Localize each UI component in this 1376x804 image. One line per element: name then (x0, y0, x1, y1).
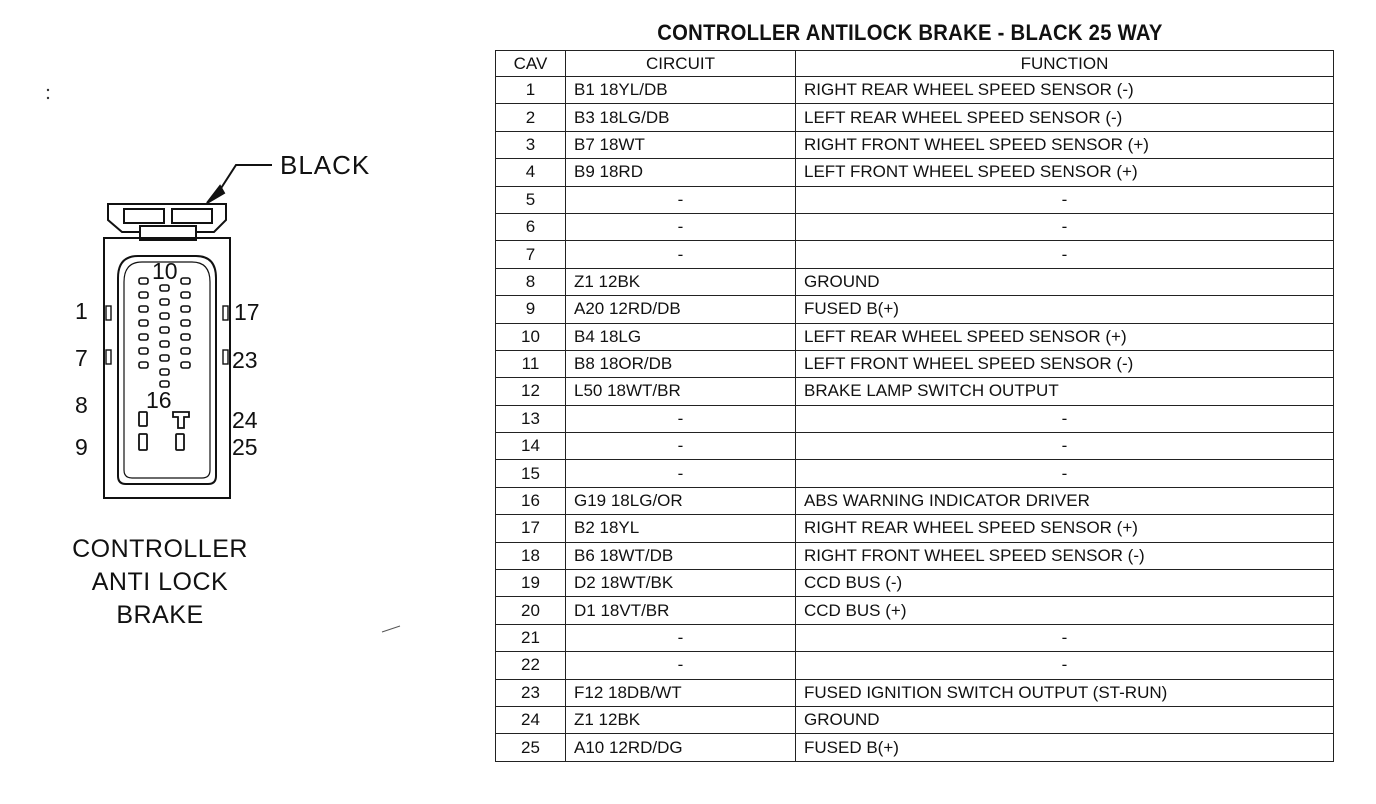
function-cell: LEFT FRONT WHEEL SPEED SENSOR (-) (796, 350, 1334, 377)
cav-cell: 4 (496, 159, 566, 186)
pin-label-17: 17 (234, 299, 260, 325)
cav-cell: 15 (496, 460, 566, 487)
table-row (496, 323, 1334, 350)
cav-cell: 17 (496, 515, 566, 542)
table-row (496, 186, 1334, 213)
pin-label-1: 1 (75, 298, 88, 324)
table-row (496, 159, 1334, 186)
circuit-cell: A10 12RD/DG (566, 734, 796, 761)
pinout-table (495, 50, 1334, 762)
cav-cell: 21 (496, 624, 566, 651)
table-header-row (496, 51, 1334, 77)
function-cell: - (796, 213, 1334, 240)
function-cell: - (796, 624, 1334, 651)
cav-cell: 1 (496, 77, 566, 104)
cav-cell: 10 (496, 323, 566, 350)
function-cell: GROUND (796, 268, 1334, 295)
function-cell: - (796, 460, 1334, 487)
table-row (496, 652, 1334, 679)
header-circuit: CIRCUIT (566, 51, 796, 77)
function-cell: LEFT REAR WHEEL SPEED SENSOR (-) (796, 104, 1334, 131)
cav-cell: 18 (496, 542, 566, 569)
table-body (496, 77, 1334, 762)
circuit-cell: - (566, 460, 796, 487)
circuit-cell: - (566, 652, 796, 679)
circuit-cell: Z1 12BK (566, 706, 796, 733)
circuit-cell: Z1 12BK (566, 268, 796, 295)
header-cav: CAV (496, 51, 566, 77)
power-terminals (139, 412, 189, 450)
function-cell: FUSED IGNITION SWITCH OUTPUT (ST-RUN) (796, 679, 1334, 706)
function-cell: - (796, 186, 1334, 213)
connector-name (40, 533, 280, 632)
function-cell: - (796, 241, 1334, 268)
function-cell: ABS WARNING INDICATOR DRIVER (796, 487, 1334, 514)
circuit-cell: B4 18LG (566, 323, 796, 350)
circuit-cell: B6 18WT/DB (566, 542, 796, 569)
table-row (496, 131, 1334, 158)
circuit-cell: F12 18DB/WT (566, 679, 796, 706)
cav-cell: 20 (496, 597, 566, 624)
header-function: FUNCTION (796, 51, 1334, 77)
function-cell: - (796, 405, 1334, 432)
circuit-cell: B8 18OR/DB (566, 350, 796, 377)
function-cell: GROUND (796, 706, 1334, 733)
table-title: CONTROLLER ANTILOCK BRAKE - BLACK 25 WAY (657, 20, 1163, 45)
cav-cell: 6 (496, 213, 566, 240)
circuit-cell: - (566, 186, 796, 213)
pin-label-16: 16 (146, 387, 172, 413)
function-cell: LEFT FRONT WHEEL SPEED SENSOR (+) (796, 159, 1334, 186)
function-cell: CCD BUS (+) (796, 597, 1334, 624)
pin-label-23: 23 (232, 347, 258, 373)
pin-label-9: 9 (75, 434, 88, 460)
cav-cell: 13 (496, 405, 566, 432)
function-cell: BRAKE LAMP SWITCH OUTPUT (796, 378, 1334, 405)
circuit-cell: L50 18WT/BR (566, 378, 796, 405)
cav-cell: 24 (496, 706, 566, 733)
pin-label-8: 8 (75, 392, 88, 418)
cav-cell: 16 (496, 487, 566, 514)
function-cell: FUSED B(+) (796, 734, 1334, 761)
table-row (496, 433, 1334, 460)
circuit-cell: B2 18YL (566, 515, 796, 542)
connector-name-line-2: ANTI LOCK (91, 568, 229, 596)
table-row (496, 624, 1334, 651)
table-row (496, 405, 1334, 432)
table-row (496, 570, 1334, 597)
cav-cell: 25 (496, 734, 566, 761)
table-row (496, 241, 1334, 268)
table-row (496, 734, 1334, 761)
table-row (496, 706, 1334, 733)
cav-cell: 3 (496, 131, 566, 158)
pin-label-7: 7 (75, 345, 88, 371)
table-row (496, 296, 1334, 323)
connector-outline (0, 0, 480, 804)
terminal-cavities (139, 278, 190, 387)
circuit-cell: D1 18VT/BR (566, 597, 796, 624)
cav-cell: 2 (496, 104, 566, 131)
function-cell: - (796, 652, 1334, 679)
function-cell: RIGHT FRONT WHEEL SPEED SENSOR (-) (796, 542, 1334, 569)
cav-cell: 7 (496, 241, 566, 268)
cav-cell: 11 (496, 350, 566, 377)
circuit-cell: G19 18LG/OR (566, 487, 796, 514)
circuit-cell: B1 18YL/DB (566, 77, 796, 104)
table-row (496, 213, 1334, 240)
circuit-cell: - (566, 433, 796, 460)
cav-cell: 22 (496, 652, 566, 679)
function-cell: - (796, 433, 1334, 460)
cav-cell: 5 (496, 186, 566, 213)
function-cell: CCD BUS (-) (796, 570, 1334, 597)
circuit-cell: - (566, 241, 796, 268)
connector-color-label: BLACK (280, 150, 371, 180)
connector-name-line-3: BRAKE (116, 601, 204, 629)
circuit-cell: - (566, 624, 796, 651)
table-row (496, 542, 1334, 569)
table-row (496, 597, 1334, 624)
table-row (496, 350, 1334, 377)
circuit-cell: - (566, 405, 796, 432)
cav-cell: 14 (496, 433, 566, 460)
connector-diagram (0, 0, 480, 804)
circuit-cell: A20 12RD/DB (566, 296, 796, 323)
circuit-cell: D2 18WT/BK (566, 570, 796, 597)
color-leader-line (216, 165, 272, 196)
pin-label-25: 25 (232, 434, 258, 460)
function-cell: RIGHT REAR WHEEL SPEED SENSOR (-) (796, 77, 1334, 104)
table-row (496, 268, 1334, 295)
table-row (496, 104, 1334, 131)
circuit-cell: - (566, 213, 796, 240)
cav-cell: 12 (496, 378, 566, 405)
connector-name-line-1: CONTROLLER (72, 535, 248, 563)
table-row (496, 487, 1334, 514)
cav-cell: 9 (496, 296, 566, 323)
cav-cell: 8 (496, 268, 566, 295)
function-cell: FUSED B(+) (796, 296, 1334, 323)
cav-cell: 19 (496, 570, 566, 597)
table-row (496, 679, 1334, 706)
table-row (496, 460, 1334, 487)
table-row (496, 77, 1334, 104)
table-row (496, 378, 1334, 405)
circuit-cell: B9 18RD (566, 159, 796, 186)
function-cell: LEFT REAR WHEEL SPEED SENSOR (+) (796, 323, 1334, 350)
pin-label-24: 24 (232, 407, 258, 433)
leader-arrowhead (207, 186, 224, 203)
table-row (496, 515, 1334, 542)
circuit-cell: B7 18WT (566, 131, 796, 158)
cav-cell: 23 (496, 679, 566, 706)
function-cell: RIGHT REAR WHEEL SPEED SENSOR (+) (796, 515, 1334, 542)
function-cell: RIGHT FRONT WHEEL SPEED SENSOR (+) (796, 131, 1334, 158)
circuit-cell: B3 18LG/DB (566, 104, 796, 131)
pin-label-10: 10 (152, 258, 178, 284)
